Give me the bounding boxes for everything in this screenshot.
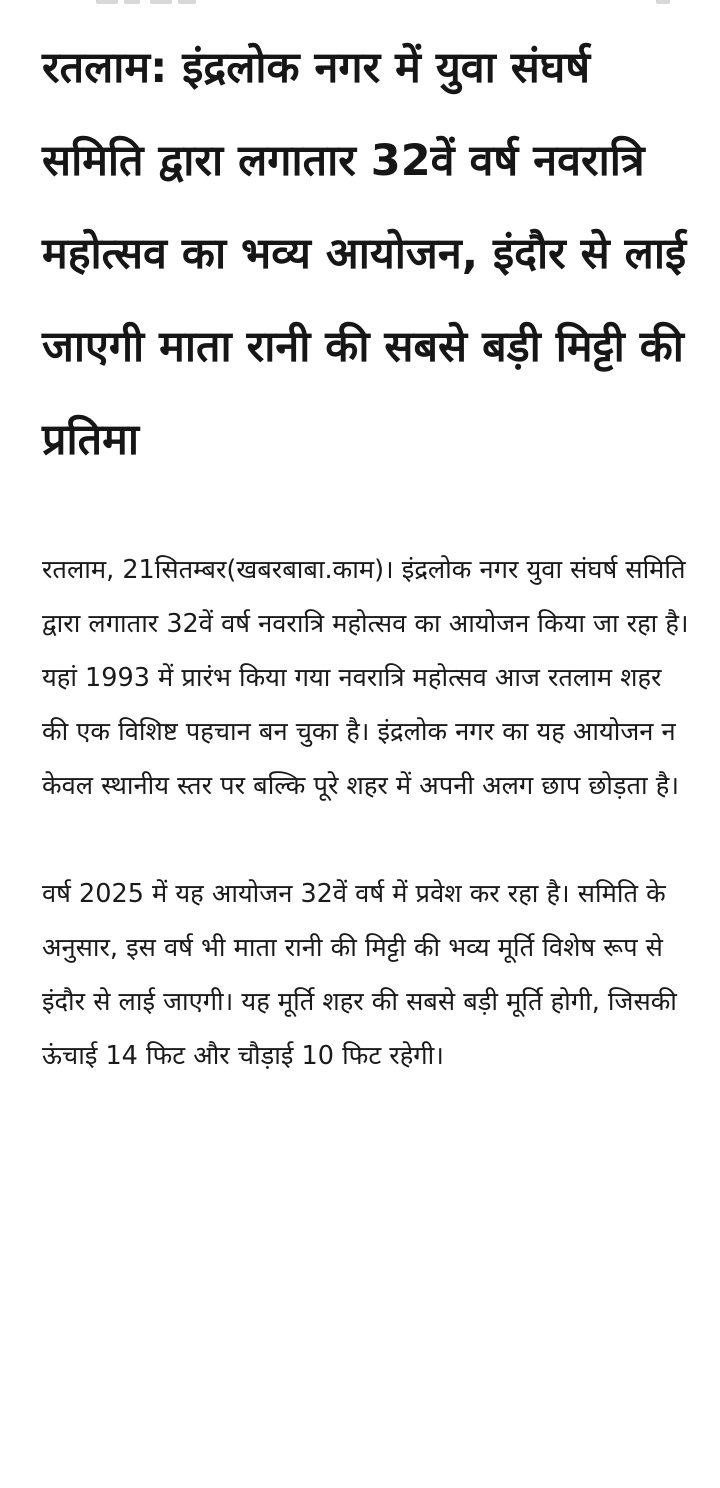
status-bar [0, 0, 720, 8]
article-paragraph-2: वर्ष 2025 में यह आयोजन 32वें वर्ष में प्रवेश कर रहा है। समिति के अनुसार, इस वर्ष भी माता रानी की मिट्टी की भव्य मूर्ति विशेष रूप से इंदौर से लाई जाएगी। यह मूर्ति शहर की सबसे बड़ी मूर्ति होगी, जिसकी ऊंचाई 14 फिट और चौड़ाई 10 फिट रहेगी। [42, 879, 677, 1071]
article [42, 22, 690, 1083]
status-icon [96, 0, 118, 4]
status-icon [656, 0, 670, 4]
article-headline: रतलाम: इंद्रलोक नगर में युवा संघर्ष समिति द्वारा लगातार 32वें वर्ष नवरात्रि महोत्सव का भव्य आयोजन, इंदौर से लाई जाएगी माता रानी की सबसे बड़ी मिट्टी की प्रतिमा [42, 43, 687, 465]
status-icon [150, 0, 172, 4]
article-paragraph-1: रतलाम, 21सितम्बर(खबरबाबा.काम)। इंद्रलोक नगर युवा संघर्ष समिति द्वारा लगातार 32वें वर्ष नवरात्रि महोत्सव का आयोजन किया जा रहा है। यहां 1993 में प्रारंभ किया गया नवरात्रि महोत्सव आज रतलाम शहर की एक विशिष्ट पहचान बन चुका है। इंद्रलोक नगर का यह आयोजन न केवल स्थानीय स्तर पर बल्कि पूरे शहर में अपनी अलग छाप छोड़ता है। [42, 555, 689, 801]
status-icon [124, 0, 140, 4]
status-icon [178, 0, 196, 4]
